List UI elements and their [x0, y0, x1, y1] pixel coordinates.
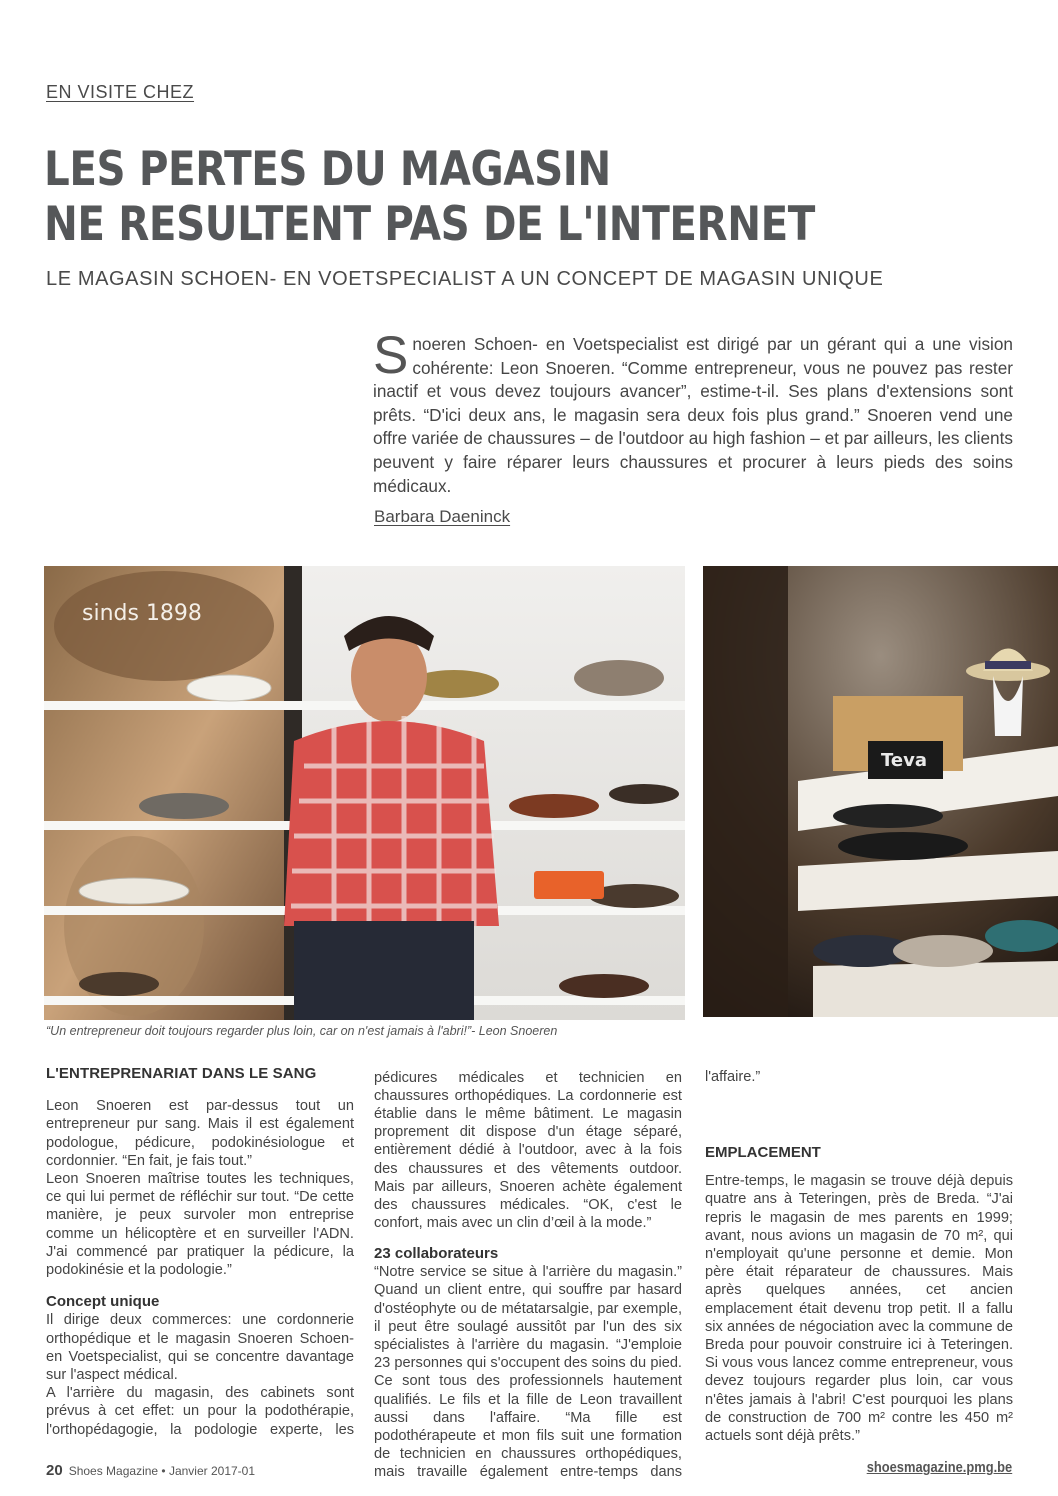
title-line-1: LES PERTES DU MAGASIN: [44, 142, 611, 197]
page-title: [44, 142, 870, 252]
shelf: [813, 961, 1058, 1017]
main-photo: [44, 566, 685, 1020]
intro-text: noeren Schoen- en Voetspecialist est dirigé par un gérant qui a une vision cohérente: Leon Snoeren. “Comme entrepreneur, vous ne pouvez pas rester inactif et vous devez toujours avancer”, estime-t-il. Ses plans d'extensions sont prêts. “D'ici deux ans, le magasin sera deux fois plus grand.” Snoeren vend une offre variée de chaussures – de l'outdoor au high fashion – et par ailleurs, les clients peuvent y faire réparer leurs chaussures et procurer à leurs pieds des soins médicaux.: [373, 334, 1013, 496]
author-link[interactable]: Barbara Daeninck: [374, 507, 511, 526]
column-3: [705, 1068, 1013, 1445]
paragraph: Entre-temps, le magasin se trouve déjà depuis quatre ans à Teteringen, près de Breda. “J'ai repris le magasin de mes parents en 1999; avant, nous avions un magasin de 70 m², qui n'employait qu'une personne et demie. Mon père était réparateur de chaussures. Mais après quelques années, cet ancien emplacement était devenu trop petit. Il a fallu six années de négociation avec la commune de Breda pour pouvoir construire ici à Teteringen. Si vous vous lancez comme entrepreneur, vous devez toujours regarder plus loin, car vous n'êtes jamais à l'abri! C'est pourquoi les plans de construction de 700 m² contre les 450 m² actuels sont déjà prêts.”: [705, 1173, 1013, 1445]
heading-concept: Concept unique: [46, 1293, 160, 1311]
paragraph: Leon Snoeren maîtrise toutes les techniques, ce qui lui permet de réfléchir sur tout. “De cette manière, je peux survoler mon entreprise comme un hélicoptère et en surveiller l'ADN. J'ai commencé par pratiquer la pédicure, la podokinésie et la podologie.”: [46, 1171, 354, 1279]
paragraph: “Notre service se situe à l'arrière du magasin.” Quand un client entre, qui souffre par hasard d'ostéophyte ou de métatarsalgie, par exemple, il peut être soulagé aussitôt par l'un des six spécialistes à l'arrière du magasin. “J'emploie 23 personnes qui s'occupent des soins du pied. Ce sont tous des professionnels hautement qualifiés. Le fils et la fille de Leon travaillent aussi dans l'affaire. “Ma fille est podothérapeute et mon fils suit une formation de technicien en chaussures orthopédiques, mais travaille également entre-temps dans: [374, 1264, 682, 1481]
subtitle: LE MAGASIN SCHOEN- EN VOETSPECIALIST A UN CONCEPT DE MAGASIN UNIQUE: [46, 268, 884, 290]
shoe-display-illustration: [703, 566, 1058, 1017]
paragraph-continued-text: pédicures médicales et technicien en chaussures orthopédiques. La cordonnerie est établie dans le même bâtiment. Le magasin proprement dit dispose d'un étage séparé, entièrement dédié à l'outdoor, avec à la fois des chaussures et des vêtements outdoor. Mais par ailleurs, Snoeren achète également des chaussures médicales. “OK, c'est le confort, mais avec un clin d’œil à la mode.”: [374, 1069, 682, 1231]
paragraph-continued: [705, 1068, 1013, 1122]
photo-caption: “Un entrepreneur doit toujours regarder plus loin, car on n'est jamais à l'abri!”- Leon Snoeren: [46, 1024, 558, 1038]
column-2: [374, 1068, 682, 1481]
wall-lettering: sinds 1898: [82, 601, 202, 626]
title-line-2: NE RESULTENT PAS DE L'INTERNET: [44, 197, 815, 252]
heading-collaborateurs: 23 collaborateurs: [374, 1245, 499, 1262]
section-tag: EN VISITE CHEZ: [46, 82, 195, 102]
paragraph-continued-text: l'affaire.”: [705, 1069, 761, 1086]
store-owner-illustration: [44, 566, 685, 1020]
person-shirt: [284, 721, 499, 926]
paragraph: Il dirige deux commerces: une cordonnerie orthopédique et le magasin Snoeren Schoen-en Voetspecialist, qui se concentre davantage sur l'aspect médical.: [46, 1312, 354, 1384]
intro-paragraph: [373, 326, 1013, 498]
side-photo: [703, 566, 1058, 1017]
footer-left: [46, 1462, 255, 1479]
website-link[interactable]: shoesmagazine.pmg.be: [866, 1459, 1012, 1476]
paragraph: Leon Snoeren est par-dessus tout un entrepreneur pur sang. Mais il est également podologue, pédicure, podokinésiologue et cordonnier. “En fait, je fais tout.”: [46, 1098, 354, 1169]
paragraph-continued: [374, 1068, 682, 1231]
heading-entreprenariat: L'ENTREPRENARIAT DANS LE SANG: [46, 1065, 317, 1082]
paragraph: A l'arrière du magasin, des cabinets sont prévus à cet effet: un pour la podothérapie, l'orthopédagogie, la podologie experte, les: [46, 1385, 354, 1438]
teva-label: Teva: [881, 750, 927, 771]
heading-emplacement: EMPLACEMENT: [705, 1144, 821, 1161]
page-number: 20: [46, 1462, 63, 1479]
dropcap: S: [373, 326, 409, 385]
person-trousers: [294, 921, 474, 1020]
publication-info: Shoes Magazine • Janvier 2017-01: [68, 1464, 256, 1478]
column-1: [46, 1065, 354, 1438]
